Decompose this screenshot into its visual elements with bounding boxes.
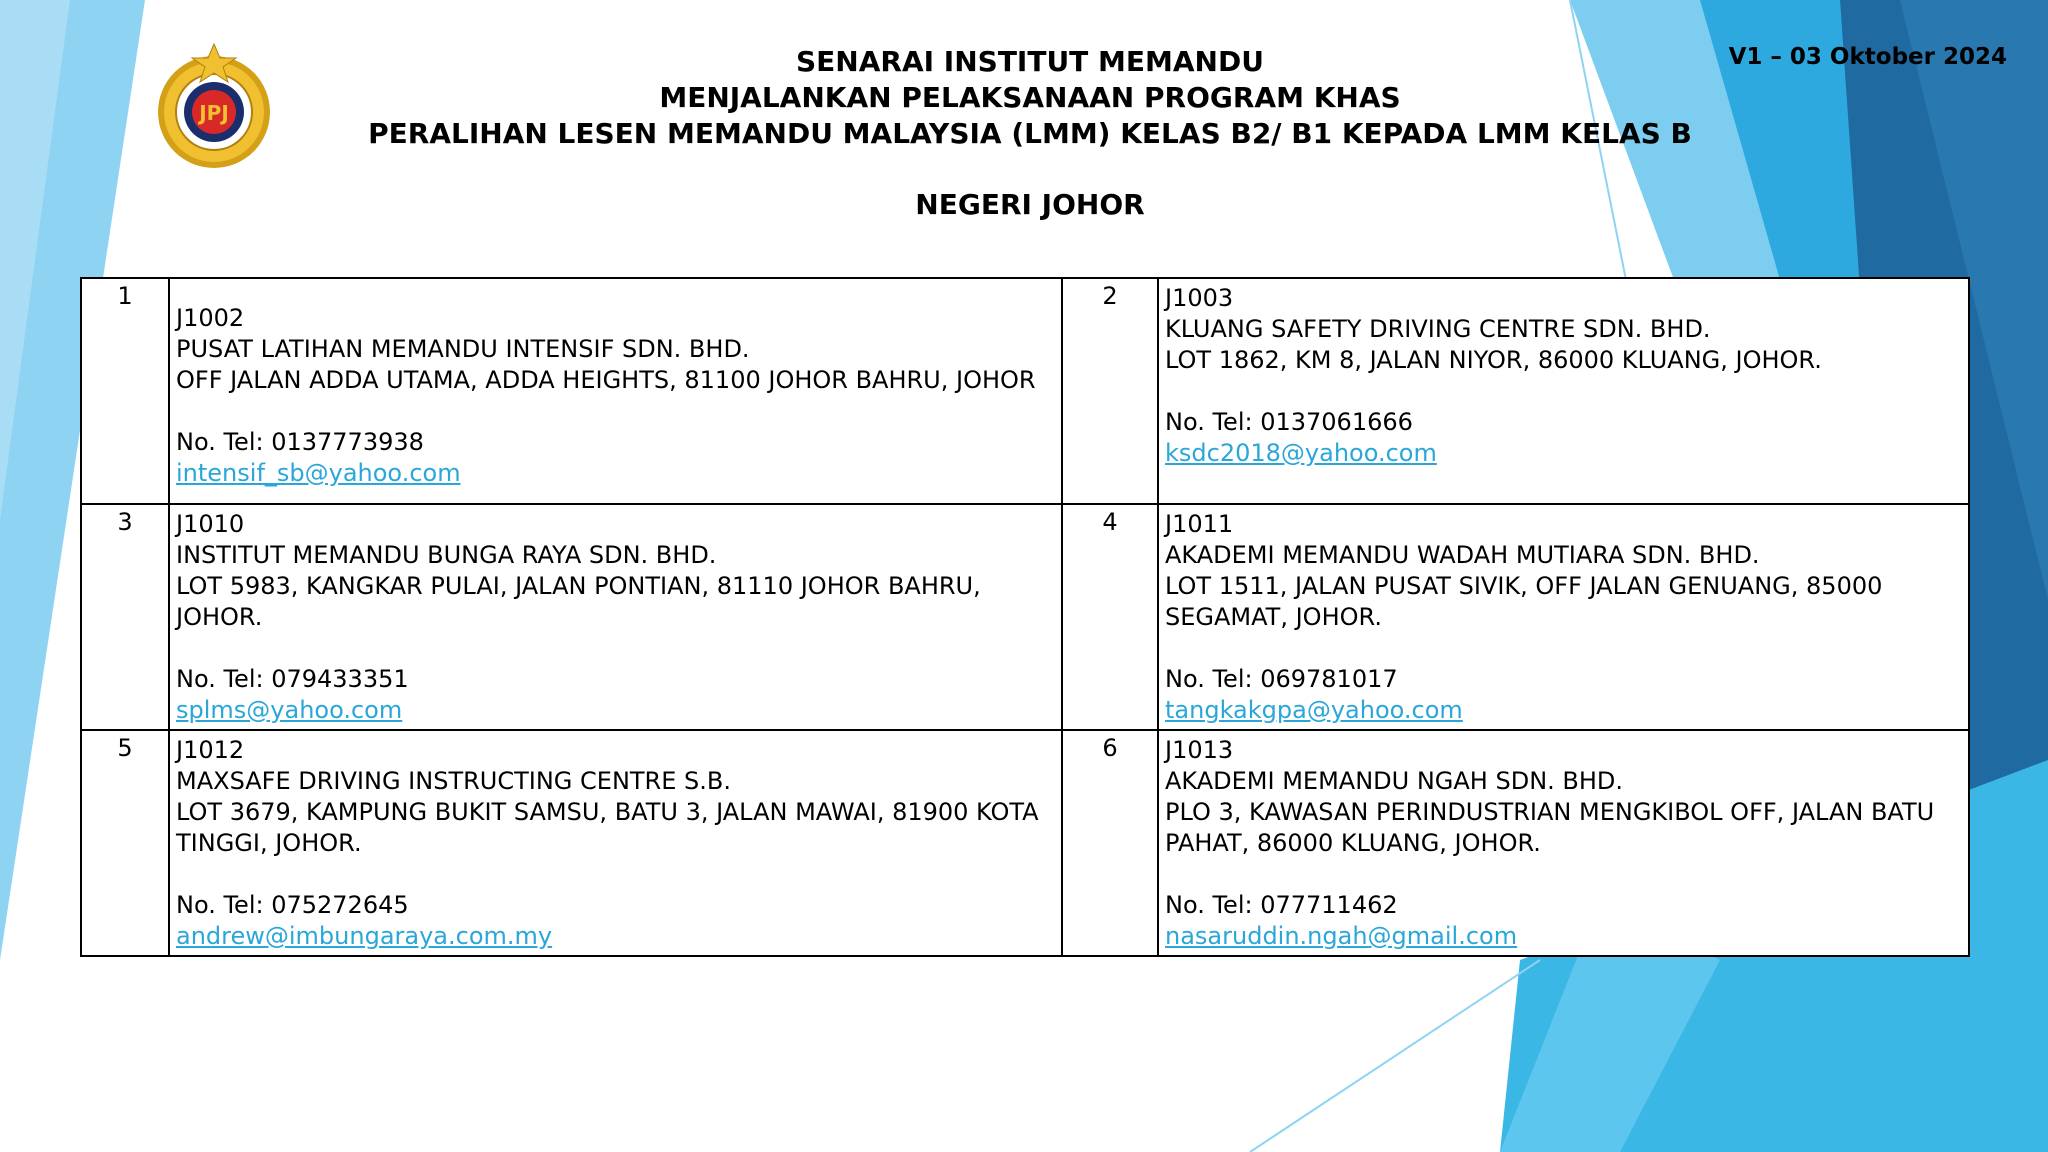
institute-tel: No. Tel: 079433351: [176, 665, 409, 693]
institute-email-link[interactable]: nasaruddin.ngah@gmail.com: [1165, 922, 1518, 950]
institute-address: LOT 5983, KANGKAR PULAI, JALAN PONTIAN, 81110 JOHOR BAHRU,: [176, 572, 981, 600]
institute-cell: [169, 730, 1062, 956]
row-number: 3: [81, 504, 169, 730]
row-number: 4: [1062, 504, 1158, 730]
institute-cell: [169, 278, 1062, 504]
institute-code: J1010: [176, 510, 245, 538]
row-number: 6: [1062, 730, 1158, 956]
title-line-1: SENARAI INSTITUT MEMANDU: [796, 45, 1264, 78]
institute-cell: [1158, 278, 1969, 504]
institute-name: MAXSAFE DRIVING INSTRUCTING CENTRE S.B.: [176, 767, 731, 795]
institute-name: AKADEMI MEMANDU WADAH MUTIARA SDN. BHD.: [1165, 541, 1760, 569]
title-line-2: MENJALANKAN PELAKSANAAN PROGRAM KHAS: [659, 81, 1401, 114]
institute-code: J1003: [1165, 284, 1234, 312]
institute-cell: [169, 504, 1062, 730]
institute-code: J1002: [176, 304, 245, 332]
institute-address: SEGAMAT, JOHOR.: [1165, 603, 1382, 631]
institute-name: KLUANG SAFETY DRIVING CENTRE SDN. BHD.: [1165, 315, 1711, 343]
spacer: [176, 859, 1061, 890]
institute-code: J1013: [1165, 736, 1234, 764]
institute-email-link[interactable]: andrew@imbungaraya.com.my: [176, 922, 553, 950]
institute-cell: [1158, 730, 1969, 956]
institute-tel: No. Tel: 075272645: [176, 891, 409, 919]
institute-code: J1011: [1165, 510, 1234, 538]
spacer: [1165, 376, 1968, 407]
spacer: [1165, 633, 1968, 664]
institute-cell: [1158, 504, 1969, 730]
institute-email-link[interactable]: splms@yahoo.com: [176, 696, 403, 724]
page-title: [330, 44, 1730, 152]
institute-email-link[interactable]: ksdc2018@yahoo.com: [1165, 439, 1437, 467]
institute-code: J1012: [176, 736, 245, 764]
svg-text:JPJ: JPJ: [199, 101, 229, 125]
institute-tel: No. Tel: 069781017: [1165, 665, 1398, 693]
institute-address: LOT 3679, KAMPUNG BUKIT SAMSU, BATU 3, JALAN MAWAI, 81900 KOTA: [176, 798, 1039, 826]
institute-name: INSTITUT MEMANDU BUNGA RAYA SDN. BHD.: [176, 541, 717, 569]
row-number: 5: [81, 730, 169, 956]
spacer: [176, 396, 1061, 427]
institute-tel: No. Tel: 0137061666: [1165, 408, 1413, 436]
spacer: [1165, 859, 1968, 890]
institute-address: LOT 1511, JALAN PUSAT SIVIK, OFF JALAN GENUANG, 85000: [1165, 572, 1883, 600]
jpj-logo: [146, 38, 282, 174]
spacer: [176, 633, 1061, 664]
institute-address: LOT 1862, KM 8, JALAN NIYOR, 86000 KLUANG, JOHOR.: [1165, 346, 1822, 374]
institute-name: PUSAT LATIHAN MEMANDU INTENSIF SDN. BHD.: [176, 335, 750, 363]
row-number: 1: [81, 278, 169, 504]
version-label: V1 – 03 Oktober 2024: [1728, 44, 2007, 70]
row-number: 2: [1062, 278, 1158, 504]
institute-address: OFF JALAN ADDA UTAMA, ADDA HEIGHTS, 81100 JOHOR BAHRU, JOHOR: [176, 366, 1036, 394]
institute-address: TINGGI, JOHOR.: [176, 829, 362, 857]
table-row: [81, 278, 1969, 504]
institute-email-link[interactable]: tangkakgpa@yahoo.com: [1165, 696, 1463, 724]
table-row: [81, 730, 1969, 956]
title-line-3: PERALIHAN LESEN MEMANDU MALAYSIA (LMM) KELAS B2/ B1 KEPADA LMM KELAS B: [368, 117, 1692, 150]
institute-tel: No. Tel: 0137773938: [176, 428, 424, 456]
table-row: [81, 504, 1969, 730]
state-heading: NEGERI JOHOR: [915, 188, 1145, 221]
institute-email-link[interactable]: intensif_sb@yahoo.com: [176, 459, 461, 487]
institute-name: AKADEMI MEMANDU NGAH SDN. BHD.: [1165, 767, 1624, 795]
institute-address: PAHAT, 86000 KLUANG, JOHOR.: [1165, 829, 1541, 857]
institute-address: JOHOR.: [176, 603, 263, 631]
institute-address: PLO 3, KAWASAN PERINDUSTRIAN MENGKIBOL OFF, JALAN BATU: [1165, 798, 1935, 826]
institute-table: [80, 277, 1970, 957]
institute-tel: No. Tel: 077711462: [1165, 891, 1398, 919]
